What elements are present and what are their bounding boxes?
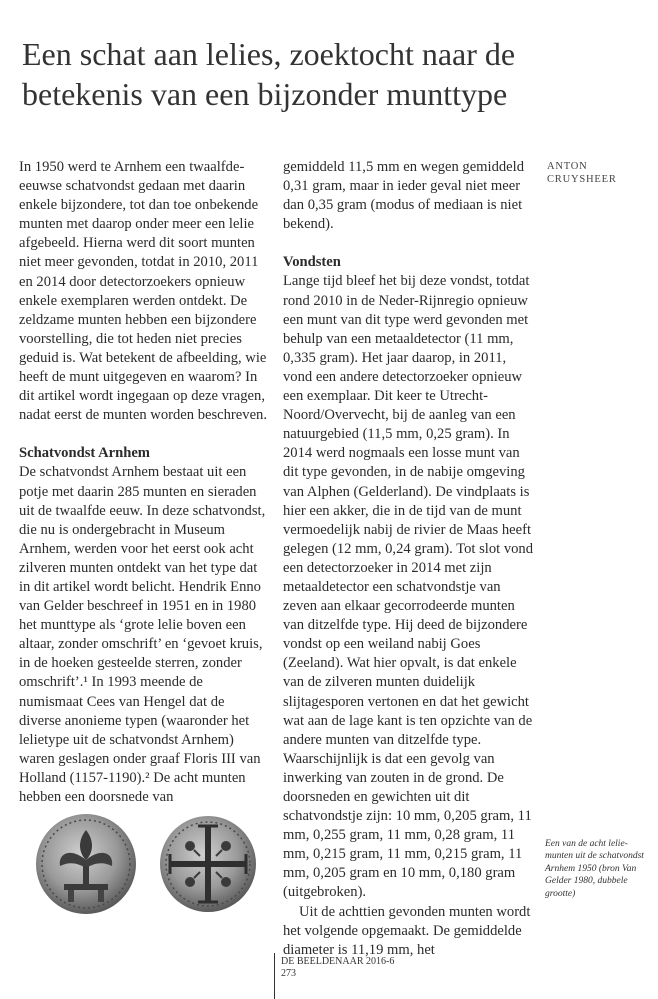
intro-paragraph: In 1950 werd te Arnhem een twaalfde-eeuwse schatvondst gedaan met daarin enkele bijzondere, tot dan toe onbekende munten met daarop onder meer een lelie afgebeeld. Hierna werd dit soort munten niet meer gevonden, totdat in 2010, 2011 en 2014 door detectorzoekers opnieuw enkele exemplaren werden ontdekt. De zeldzame munten hebben een bijzondere voorstelling, die tot heden niet precies geduid is. Wat betekent de afbeelding, wie heeft de munt uitgegeven en waarom? In dit artikel wordt ingegaan op deze vragen, nadat eerst de munten worden beschreven. bbox=[19, 159, 267, 424]
continued-paragraph: gemiddeld 11,5 mm en wegen gemiddeld 0,31 gram, maar in ieder geval niet meer dan 0,35 gram (modus of mediaan is niet bekend). bbox=[283, 159, 525, 233]
author-name: ANTON CRUYSHEER bbox=[547, 161, 617, 185]
text-column-middle bbox=[283, 158, 533, 960]
text-column-left bbox=[19, 158, 269, 807]
coin-photo bbox=[28, 810, 268, 920]
article-title: Een schat aan lelies, zoektocht naar de betekenis van een bijzonder munttype bbox=[22, 36, 516, 112]
page-number: 273 bbox=[281, 968, 296, 979]
page-footer bbox=[281, 956, 394, 980]
coin-obverse-lily bbox=[36, 814, 136, 914]
body-paragraph: Lange tijd bleef het bij deze vondst, totdat rond 2010 in de Neder-Rijnregio opnieuw een munt van dit type werd gevonden met behulp van een metaaldetector (11 mm, 0,335 gram). Het jaar daarop, in 2011, vond een andere detectorzoeker opnieuw een exemplaar. Dit keer te Utrecht-Noord/Overvecht, bij de aanleg van een natuurgebied (11,5 mm, 0,25 gram). In 2014 werd nogmaals een losse munt van dit type gevonden, in de nabije omgeving van Alphen (Gelderland). De vindplaats is hier een akker, die in de tijd van de munt vermoedelijk nabij de rivier de Maas heeft gelegen (12 mm, 0,24 gram). Tot slot vond een detectorzoeker in 2014 met zijn metaaldetector een schatvondstje van zeven aan elkaar gecorrodeerde munten van ditzelfde type. Hij deed de bijzondere vondst op een weiland nabij Goes (Zeeland). Wat hier opvalt, is dat enkele van de zilveren munten duidelijk slijtagesporen vertonen en dat het gewicht wat aan de lage kant is ten opzichte van de andere munten van ditzelfde type. Waarschijnlijk is dat een gevolg van inwerking van zouten in de grond. De doorsneden en gewichten uit dit schatvondstje zijn: 10 mm, 0,205 gram, 11 mm, 0,255 gram, 11 mm, 0,28 gram, 11 mm, 0,215 gram, 11 mm, 0,215 gram, 11 mm, 0,205 gram en 10 mm, 0,180 gram (uitgebroken). bbox=[283, 273, 534, 901]
body-paragraph: De schatvondst Arnhem bestaat uit een potje met daarin 285 munten en sieraden uit de twaalfde eeuw. In deze schatvondst, die nu is ondergebracht in Museum Arnhem, werden voor het eerst ook acht zilveren munten ontdekt van het type dat in dit artikel wordt belicht. Hendrik Enno van Gelder beschreef in 1951 en in 1980 het munttype als ‘grote lelie boven een altaar, zonder omschrift’ en ‘gevoet kruis, in de hoeken gesteelde sterren, zonder omschrift’.¹ In 1993 meende de numismaat Cees van Hengel dat de diverse anonieme typen (waaronder het lelietype uit de schatvondst Arnhem) waren geslagen onder graaf Floris III van Holland (1157-1190).² De acht munten hebben een doorsnede van bbox=[19, 464, 266, 805]
section-heading-schatvondst: Schatvondst Arnhem bbox=[19, 445, 150, 462]
section-heading-vondsten: Vondsten bbox=[283, 254, 341, 271]
image-caption: Een van de acht lelie-munten uit de schatvondst Arnhem 1950 (bron Van Gelder 1980, dubbele grootte) bbox=[545, 839, 644, 899]
footer-divider bbox=[274, 953, 275, 999]
body-paragraph: Uit de achttien gevonden munten wordt het volgende opgemaakt. De gemiddelde diameter is 11,19 mm, het bbox=[283, 903, 531, 958]
coin-reverse-cross bbox=[160, 816, 256, 912]
journal-name: DE BEELDENAAR 2016-6 bbox=[281, 956, 395, 967]
